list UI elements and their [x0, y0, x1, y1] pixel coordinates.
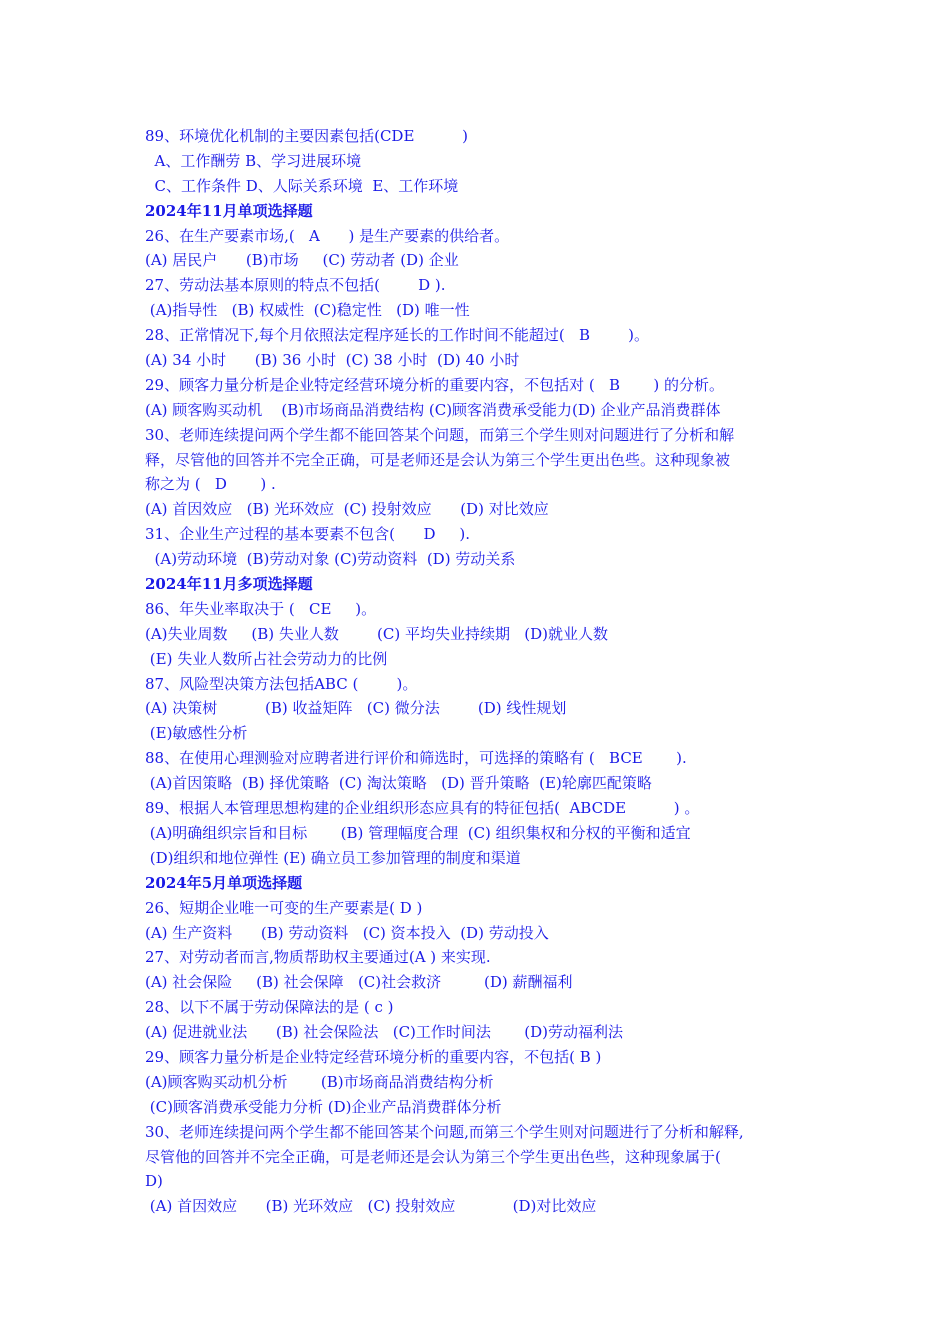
text-line: (A) 顾客购买动机 (B)市场商品消费结构 (C)顾客消费承受能力(D) 企业产品消费群体 — [145, 400, 721, 419]
text-line: 27、劳动法基本原则的特点不包括( D ). — [145, 276, 446, 295]
text-line: (A)劳动环境 (B)劳动对象 (C)劳动资料 (D) 劳动关系 — [145, 550, 516, 569]
text-line: (A) 促进就业法 (B) 社会保险法 (C)工作时间法 (D)劳动福利法 — [145, 1023, 624, 1042]
text-line: 30、老师连续提问两个学生都不能回答某个问题,而第三个学生则对问题进行了分析和解释, — [145, 1122, 744, 1141]
text-line: 尽管他的回答并不完全正确，可是老师还是会认为第三个学生更出色些，这种现象属于( — [145, 1147, 721, 1166]
document-body — [145, 124, 825, 1219]
text-line: 26、在生产要素市场,( A ) 是生产要素的供给者。 — [145, 226, 510, 245]
text-line: 28、正常情况下,每个月依照法定程序延长的工作时间不能超过( B )。 — [145, 326, 650, 345]
text-line: 89、根据人本管理思想构建的企业组织形态应具有的特征包括( ABCDE ) 。 — [145, 799, 700, 818]
text-line: (A) 决策树 (B) 收益矩阵 (C) 微分法 (D) 线性规划 — [145, 699, 567, 718]
section-heading: 2024年11月多项选择题 — [145, 575, 313, 594]
text-line: 释，尽管他的回答并不完全正确，可是老师还是会认为第三个学生更出色些。这种现象被 — [145, 450, 731, 469]
text-line: (A)指导性 (B) 权威性 (C)稳定性 (D) 唯一性 — [145, 301, 470, 320]
text-line: 称之为 ( D ) . — [145, 475, 276, 494]
text-line: 87、风险型决策方法包括ABC ( )。 — [145, 674, 418, 693]
text-line: C、工作条件 D、人际关系环境 E、工作环境 — [145, 176, 459, 195]
text-line: (A)顾客购买动机分析 (B)市场商品消费结构分析 — [145, 1072, 494, 1091]
text-line: 31、企业生产过程的基本要素不包含( D ). — [145, 525, 471, 544]
text-line: (A) 首因效应 (B) 光环效应 (C) 投射效应 (D) 对比效应 — [145, 500, 549, 519]
text-line: (D)组织和地位弹性 (E) 确立员工参加管理的制度和渠道 — [145, 848, 521, 867]
text-line: (E) 失业人数所占社会劳动力的比例 — [145, 649, 388, 668]
text-line: (A)首因策略 (B) 择优策略 (C) 淘汰策略 (D) 晋升策略 (E)轮廓匹配策略 — [145, 774, 652, 793]
text-line: (A) 34 小时 (B) 36 小时 (C) 38 小时 (D) 40 小时 — [145, 351, 520, 370]
text-line: (A) 首因效应 (B) 光环效应 (C) 投射效应 (D)对比效应 — [145, 1197, 597, 1216]
text-line: 27、对劳动者而言,物质帮助权主要通过(A ) 来实现. — [145, 948, 491, 967]
text-line: 89、环境优化机制的主要因素包括(CDE ) — [145, 127, 468, 145]
text-line: D) — [145, 1172, 163, 1191]
text-line: (A)明确组织宗旨和目标 (B) 管理幅度合理 (C) 组织集权和分权的平衡和适宜 — [145, 823, 691, 842]
text-line: 26、短期企业唯一可变的生产要素是( D ) — [145, 898, 423, 917]
text-line: 29、顾客力量分析是企业特定经营环境分析的重要内容，不包括( B ) — [145, 1047, 602, 1066]
text-line: 28、以下不属于劳动保障法的是 ( c ) — [145, 998, 394, 1017]
text-line: (A) 生产资料 (B) 劳动资料 (C) 资本投入 (D) 劳动投入 — [145, 923, 549, 942]
text-line: (A) 社会保险 (B) 社会保障 (C)社会救济 (D) 薪酬福利 — [145, 973, 573, 992]
section-heading: 2024年5月单项选择题 — [145, 873, 303, 892]
section-heading: 2024年11月单项选择题 — [145, 201, 313, 220]
text-line: (E)敏感性分析 — [145, 724, 248, 743]
text-line: 29、顾客力量分析是企业特定经营环境分析的重要内容，不包括对 ( B ) 的分析。 — [145, 375, 725, 394]
text-line: A、工作酬劳 B、学习进展环境 — [145, 151, 362, 170]
text-line: (A)失业周数 (B) 失业人数 (C) 平均失业持续期 (D)就业人数 — [145, 624, 609, 643]
text-line: 88、在使用心理测验对应聘者进行评价和筛选时，可选择的策略有 ( BCE ). — [145, 749, 687, 768]
text-line: 86、年失业率取决于 ( CE )。 — [145, 599, 377, 618]
text-line: (C)顾客消费承受能力分析 (D)企业产品消费群体分析 — [145, 1097, 502, 1116]
text-line: (A) 居民户 (B)市场 (C) 劳动者 (D) 企业 — [145, 251, 459, 270]
text-line: 30、老师连续提问两个学生都不能回答某个问题，而第三个学生则对问题进行了分析和解 — [145, 425, 735, 444]
